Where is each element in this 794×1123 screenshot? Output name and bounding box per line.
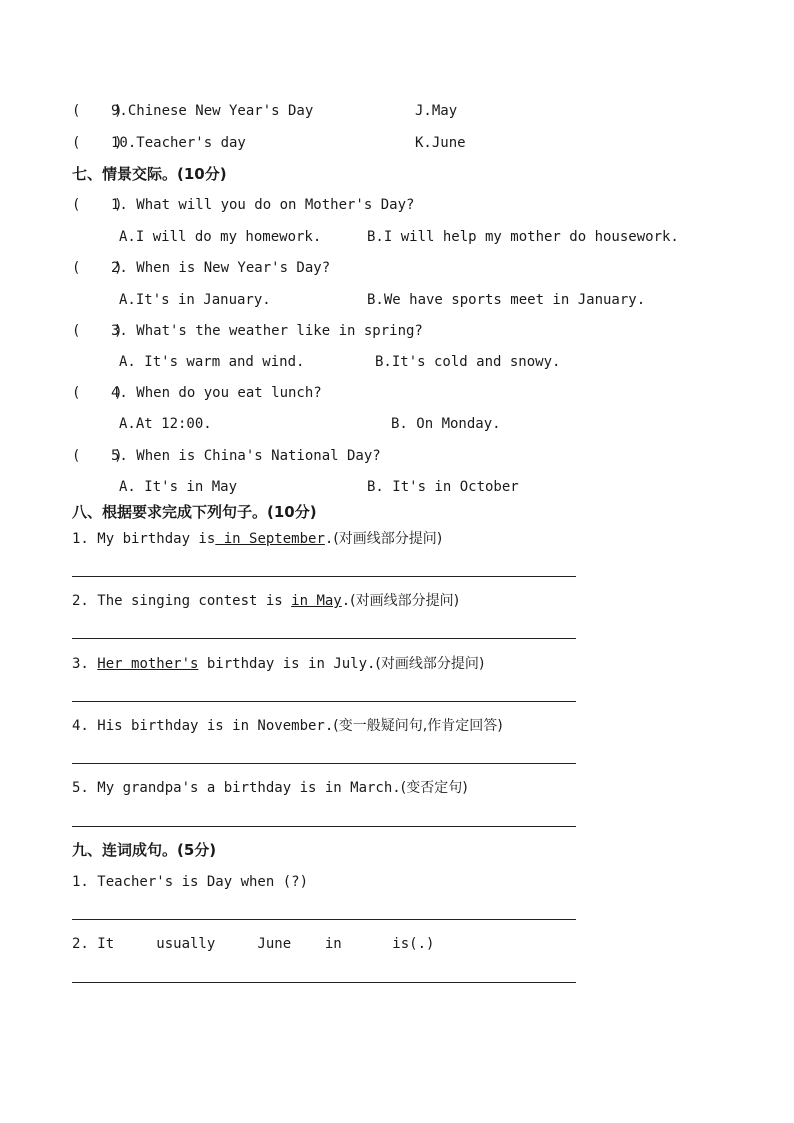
q9-1-words: 1. Teacher's is Day when (?) bbox=[72, 874, 309, 890]
match-option-j: J.May bbox=[415, 103, 458, 119]
q7-3-option-b: B.It's cold and snowy. bbox=[375, 354, 561, 370]
answer-line-8-3[interactable] bbox=[72, 701, 576, 702]
match-option-k: K.June bbox=[415, 135, 466, 151]
q7-1-question: 1. What will you do on Mother's Day? bbox=[111, 197, 415, 213]
q7-4-option-a: A.At 12:00. bbox=[119, 416, 212, 432]
q7-5-option-b: B. It's in October bbox=[367, 479, 519, 495]
q8-1-sentence: 1. My birthday is in September.(对画线部分提问) bbox=[72, 531, 443, 547]
q8-5-sentence: 5. My grandpa's a birthday is in March.(变否定句) bbox=[72, 780, 468, 796]
q7-3-option-a: A. It's warm and wind. bbox=[119, 354, 305, 370]
q7-5-question: 5. When is China's National Day? bbox=[111, 448, 381, 464]
q7-1-paren: ( ) bbox=[72, 197, 123, 213]
section-7-title: 七、情景交际。(10分) bbox=[72, 165, 227, 183]
answer-line-9-2[interactable] bbox=[72, 982, 576, 983]
q7-2-question: 2. When is New Year's Day? bbox=[111, 260, 331, 276]
q7-1-option-a: A.I will do my homework. bbox=[119, 229, 322, 245]
answer-line-8-2[interactable] bbox=[72, 638, 576, 639]
match-paren-10: ( ) bbox=[72, 135, 123, 151]
answer-line-8-5[interactable] bbox=[72, 826, 576, 827]
match-item-10: 10.Teacher's day bbox=[111, 135, 246, 151]
q7-5-option-a: A. It's in May bbox=[119, 479, 238, 495]
q8-2-sentence: 2. The singing contest is in May.(对画线部分提问) bbox=[72, 593, 460, 609]
q7-3-question: 3. What's the weather like in spring? bbox=[111, 323, 423, 339]
underlined-phrase: in May bbox=[291, 593, 342, 609]
answer-line-8-1[interactable] bbox=[72, 576, 576, 577]
match-paren-9: ( ) bbox=[72, 103, 123, 119]
q7-2-paren: ( ) bbox=[72, 260, 123, 276]
q7-4-paren: ( ) bbox=[72, 385, 123, 401]
q7-2-option-b: B.We have sports meet in January. bbox=[367, 292, 646, 308]
q7-1-option-b: B.I will help my mother do housework. bbox=[367, 229, 679, 245]
q8-3-sentence: 3. Her mother's birthday is in July.(对画线部分提问) bbox=[72, 656, 485, 672]
q9-2-words: 2. It usually June in is(.) bbox=[72, 936, 435, 952]
q7-4-question: 4. When do you eat lunch? bbox=[111, 385, 322, 401]
underlined-phrase: in September bbox=[215, 531, 325, 547]
section-8-title: 八、根据要求完成下列句子。(10分) bbox=[72, 503, 317, 521]
q7-3-paren: ( ) bbox=[72, 323, 123, 339]
q7-4-option-b: B. On Monday. bbox=[391, 416, 501, 432]
underlined-phrase: Her mother's bbox=[97, 656, 199, 672]
match-item-9: 9.Chinese New Year's Day bbox=[111, 103, 314, 119]
answer-line-8-4[interactable] bbox=[72, 763, 576, 764]
q7-2-option-a: A.It's in January. bbox=[119, 292, 271, 308]
section-9-title: 九、连词成句。(5分) bbox=[72, 841, 217, 859]
q8-4-sentence: 4. His birthday is in November.(变一般疑问句,作肯定回答) bbox=[72, 718, 503, 734]
answer-line-9-1[interactable] bbox=[72, 919, 576, 920]
q7-5-paren: ( ) bbox=[72, 448, 123, 464]
